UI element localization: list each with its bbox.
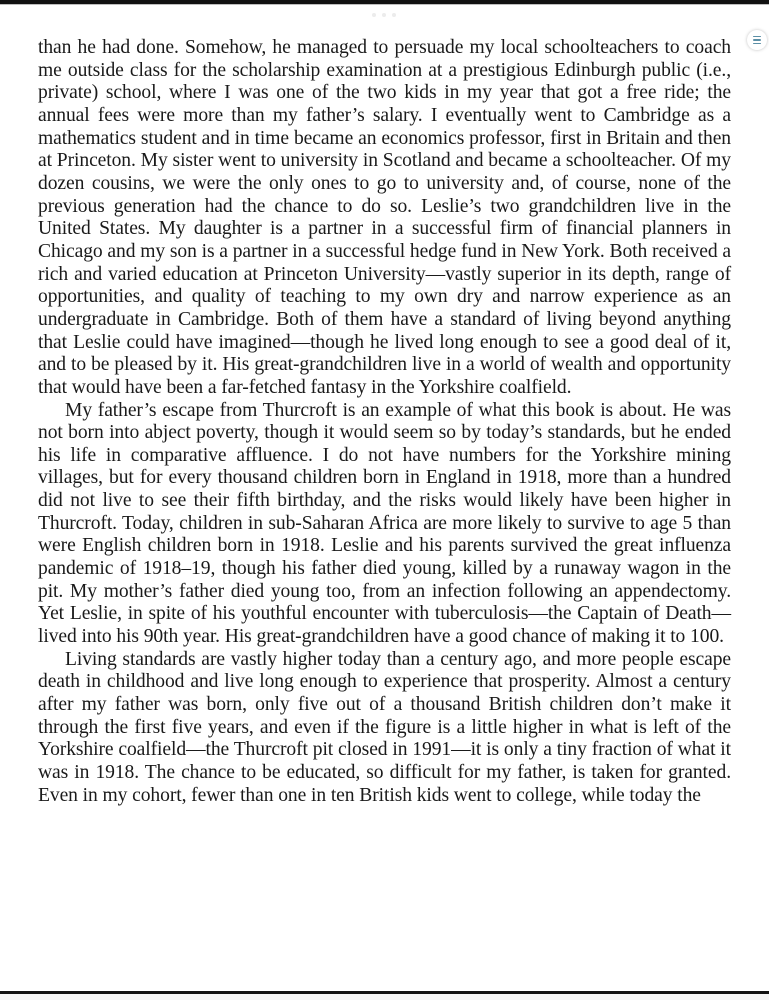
drag-dot [392,13,396,17]
hamburger-menu-icon [753,36,761,38]
bottom-edge-shadow [0,994,769,1000]
top-edge-shadow [0,4,769,5]
hamburger-menu-icon-line [753,39,761,41]
drag-handle-icon[interactable] [372,12,396,18]
paragraph-living-standards: Living standards are vastly higher today than a century ago, and more people escape death in childhood and live long enough to experience that prosperity. Almost a century after my father was born, only five out of a thousand British children don’t make it through the first five years, and even if the figure is a little higher in what is left of the Yorkshire coalfield—the Thurcroft pit closed in 1991—it is only a tiny fraction of what it was in 1918. The chance to be educated, so difficult for my father, is taken for granted. Even in my cohort, fewer than one in ten British kids went to college, while today the [38,648,731,806]
paragraph-thurcroft-escape: My father’s escape from Thurcroft is an example of what this book is about. He was not born into abject poverty, though it would seem so by today’s standards, but he ended his life in comparative affluence. I do not have numbers for the Yorkshire mining villages, but for every thousand children born in England in 1918, more than a hundred did not live to see their fifth birthday, and the risks would likely have been higher in Thurcroft. Today, children in sub-Saharan Africa are more likely to survive to age 5 than were English children born in 1918. Leslie and his parents survived the great influenza pandemic of 1918–19, though his father died young, killed by a runaway wagon in the pit. My mother’s father died young too, from an infection following an appendectomy. Yet Leslie, in spite of his youthful encounter with tuberculosis—the Captain of Death—lived into his 90th year. His great-grandchildren have a good chance of making it to 100. [38,399,731,648]
reader-menu-button[interactable] [747,30,767,50]
hamburger-menu-icon-line [753,43,761,45]
drag-dot [382,13,386,17]
paragraph-continuation: than he had done. Somehow, he managed to persuade my local schoolteachers to coach me outside class for the scholarship examination at a prestigious Edinburgh public (i.e., private) school, where I was one of the two kids in my year that got a free ride; the annual fees were more than my father’s salary. I eventually went to Cambridge as a mathematics student and in time became an economics professor, first in Britain and then at Princeton. My sister went to university in Scotland and became a schoolteacher. Of my dozen cousins, we were the only ones to go to university and, of course, none of the previous generation had the chance to do so. Leslie’s two grandchildren live in the United States. My daughter is a partner in a successful firm of financial planners in Chicago and my son is a partner in a successful hedge fund in New York. Both received a rich and varied education at Princeton University—vastly superior in its depth, range of opportunities, and quality of teaching to my own dry and narrow experience as an undergraduate in Cambridge. Both of them have a standard of living beyond anything that Leslie could have imagined—though he lived long enough to see a good deal of it, and to be pleased by it. His great-grandchildren live in a world of wealth and opportunity that would have been a far-fetched fantasy in the Yorkshire coalfield. [38,37,731,398]
book-page-text [38,37,731,807]
drag-dot [372,13,376,17]
